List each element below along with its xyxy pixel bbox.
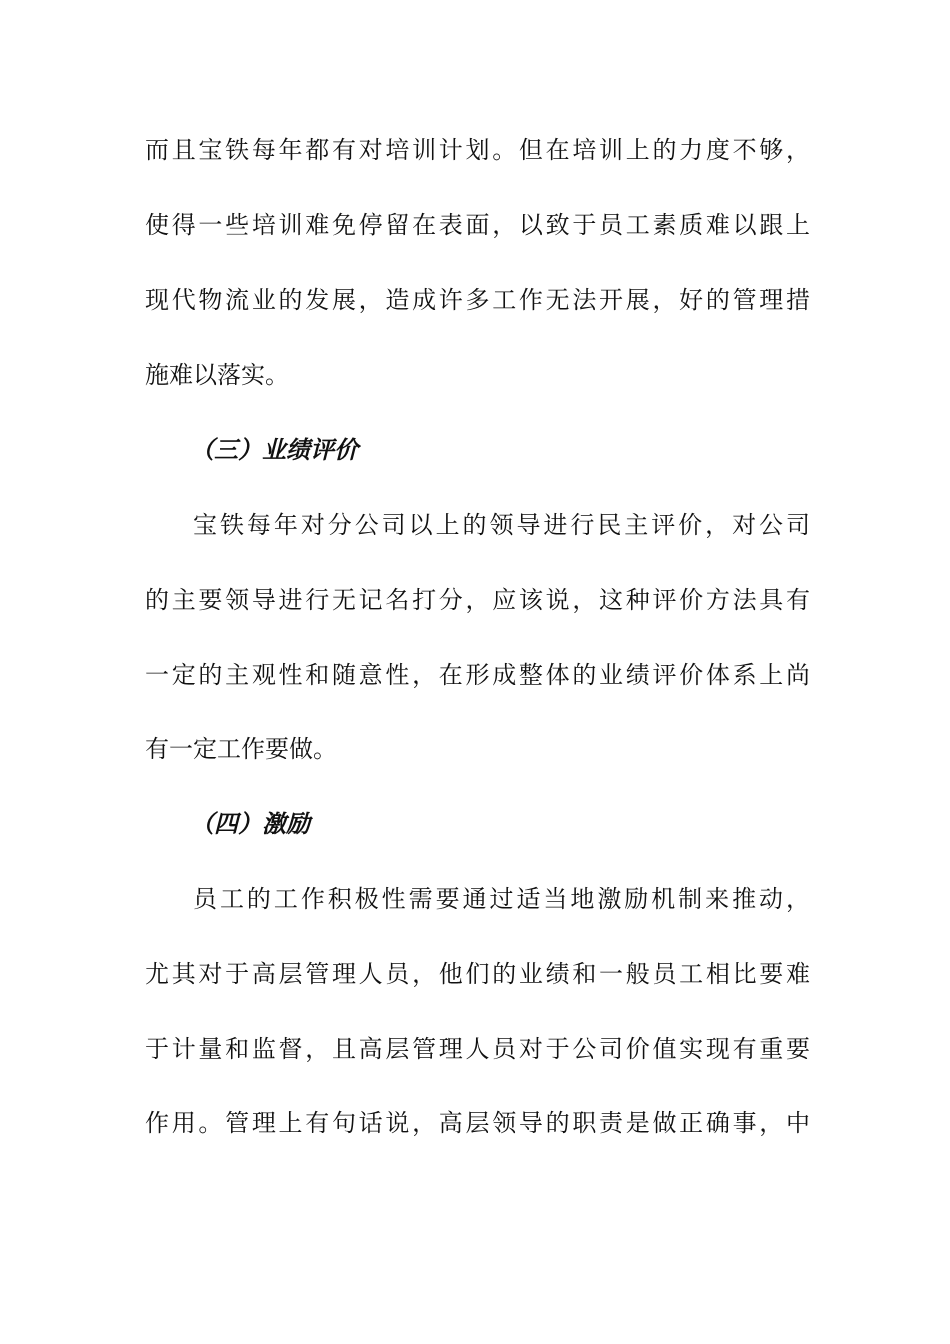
paragraph-3-line-1: 员工的工作积极性需要通过适当地激励机制来推动，	[193, 885, 810, 913]
paragraph-2-line-1: 宝铁每年对分公司以上的领导进行民主评价，对公司	[193, 511, 810, 539]
paragraph-3-line-3: 于计量和监督，且高层管理人员对于公司价值实现有重要	[145, 1035, 810, 1063]
paragraph-3-line-4: 作用。管理上有句话说，高层领导的职责是做正确事，中	[145, 1109, 810, 1137]
paragraph-1-line-3: 现代物流业的发展，造成许多工作无法开展，好的管理措	[145, 286, 810, 314]
paragraph-1-line-4: 施难以落实。	[145, 361, 289, 389]
section-heading-3: （三）业绩评价	[190, 435, 358, 464]
paragraph-2-line-4: 有一定工作要做。	[145, 735, 337, 763]
paragraph-3-line-2: 尤其对于高层管理人员，他们的业绩和一般员工相比要难	[145, 960, 810, 988]
paragraph-2-line-2: 的主要领导进行无记名打分，应该说，这种评价方法具有	[145, 586, 810, 614]
section-heading-4: （四）激励	[190, 809, 310, 838]
paragraph-1-line-1: 而且宝铁每年都有对培训计划。但在培训上的力度不够，	[145, 136, 810, 164]
paragraph-1-line-2: 使得一些培训难免停留在表面，以致于员工素质难以跟上	[145, 211, 810, 239]
paragraph-2-line-3: 一定的主观性和随意性，在形成整体的业绩评价体系上尚	[145, 661, 810, 689]
